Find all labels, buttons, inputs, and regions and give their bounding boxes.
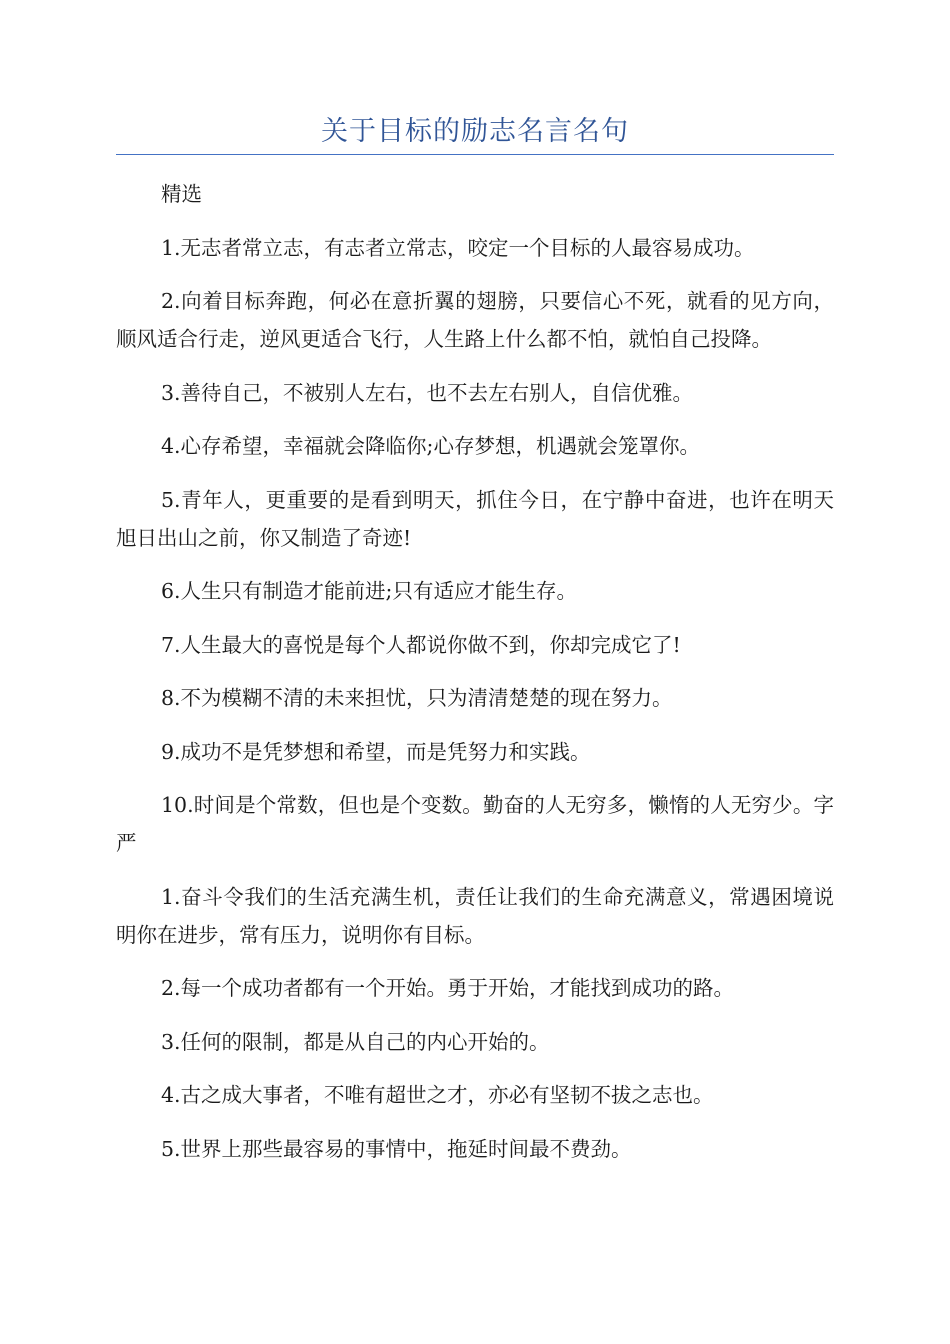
quote-paragraph: 10.时间是个常数，但也是个变数。勤奋的人无穷多，懒惰的人无穷少。字严 [116, 793, 834, 855]
quote-paragraph: 4.古之成大事者，不唯有超世之才，亦必有坚韧不拔之志也。 [161, 1083, 714, 1107]
document-body [116, 175, 834, 1183]
quote-paragraph: 3.任何的限制，都是从自己的内心开始的。 [161, 1029, 550, 1054]
quote-paragraph: 4.心存希望，幸福就会降临你;心存梦想，机遇就会笼罩你。 [161, 434, 700, 458]
quote-paragraph: 3.善待自己，不被别人左右，也不去左右别人，自信优雅。 [161, 380, 694, 405]
quote-paragraph: 1.奋斗令我们的生活充满生机，责任让我们的生命充满意义，常遇困境说明你在进步，常有压力，说明你有目标。 [116, 884, 834, 947]
quote-paragraph: 9.成功不是凭梦想和希望，而是凭努力和实践。 [161, 739, 591, 764]
document-title: 关于目标的励志名言名句 [321, 116, 629, 147]
paragraph-selected: 精选 [161, 182, 202, 206]
quote-paragraph: 2.每一个成功者都有一个开始。勇于开始，才能找到成功的路。 [161, 976, 735, 1000]
title-underline [116, 154, 834, 155]
quote-paragraph: 5.世界上那些最容易的事情中，拖延时间最不费劲。 [161, 1136, 632, 1161]
quote-paragraph: 6.人生只有制造才能前进;只有适应才能生存。 [161, 579, 577, 603]
quote-paragraph: 5.青年人，更重要的是看到明天，抓住今日，在宁静中奋进，也许在明天旭日出山之前，你又制造了奇迹! [116, 487, 834, 550]
quote-paragraph: 7.人生最大的喜悦是每个人都说你做不到，你却完成它了! [161, 632, 681, 657]
quote-paragraph: 1.无志者常立志，有志者立常志，咬定一个目标的人最容易成功。 [161, 235, 755, 260]
quote-paragraph: 2.向着目标奔跑，何必在意折翼的翅膀，只要信心不死，就看的见方向，顺风适合行走，逆风更适合飞行，人生路上什么都不怕，就怕自己投降。 [116, 289, 834, 351]
quote-paragraph: 8.不为模糊不清的未来担忧，只为清清楚楚的现在努力。 [161, 686, 673, 710]
